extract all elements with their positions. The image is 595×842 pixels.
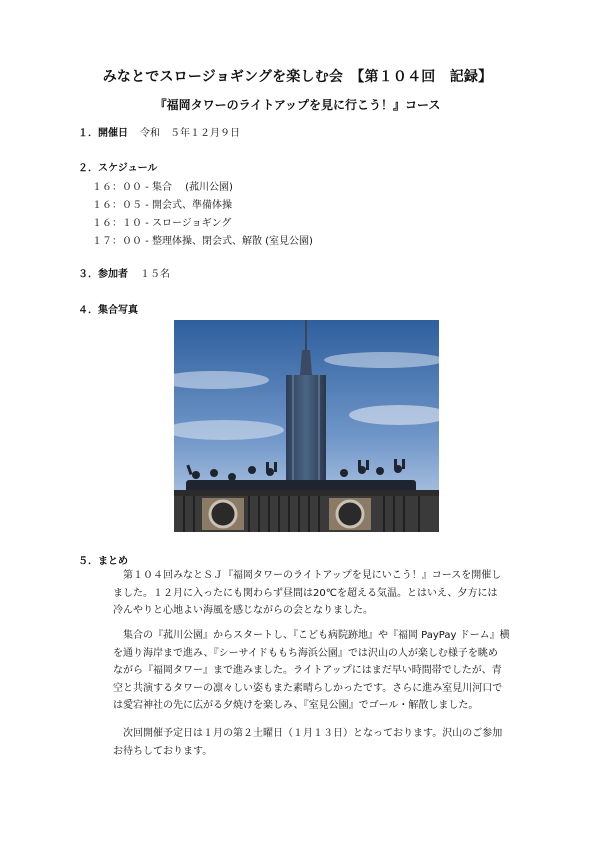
summary-paragraph-3 — [113, 725, 533, 760]
summary-line: 空と共演するタワーの凛々しい姿もまた素晴らしかったです。さらに進み室見川河口で — [113, 682, 503, 694]
page-title: みなとでスロージョギングを楽しむ会 【第１０４回 記録】 — [102, 69, 493, 85]
page-subtitle: 『福岡タワーのライトアップを見に行こう！』コース — [154, 98, 441, 112]
summary-line: 集合の『菰川公園』からスタートし、『こども病院跡地』や『福岡 PayPay ドーム』横 — [113, 630, 510, 641]
schedule-item: １７：００ - 整理体操、閉会式、解散 (室見公園) — [92, 236, 313, 247]
schedule-item: １６：００ - 集合 (菰川公園) — [92, 182, 233, 193]
schedule-item: １６：１０ - スロージョギング — [92, 218, 232, 229]
summary-line: お待ちしております。 — [113, 745, 213, 757]
group-photo-image — [174, 320, 439, 532]
schedule-item: １６：０５ - 開会式、準備体操 — [92, 200, 232, 211]
summary-paragraph-1 — [113, 567, 533, 620]
participants-value: １５名 — [140, 269, 170, 280]
summary-line: ました。１２月に入ったにも関わらず昼間は20℃を超える気温。とはいえ、夕方には — [113, 587, 498, 599]
photo-heading: ４．集合写真 — [78, 305, 138, 316]
summary-line: 次回開催予定日は１月の第２土曜日（１月１３日）となっております。沢山のご参加 — [113, 728, 503, 739]
summary-heading: ５．まとめ — [78, 556, 128, 567]
summary-line: 冷んやりと心地よい海風を感じながらの会となりました。 — [113, 605, 373, 616]
group-photo — [174, 320, 439, 532]
schedule-heading: ２．スケジュール — [78, 163, 158, 174]
summary-paragraph-2 — [113, 627, 533, 715]
summary-line: は愛宕神社の先に広がる夕焼けを楽しみ、『室見公園』でゴール・解散しました。 — [113, 700, 479, 711]
participants-section — [78, 265, 170, 280]
date-section — [78, 124, 240, 139]
summary-line: を通り海岸まで進み、『シーサイドももち海浜公園』では沢山の人が楽しむ様子を眺め — [113, 647, 498, 659]
summary-line: 第１０４回みなとＳＪ『福岡タワーのライトアップを見にいこう！』コースを開催し — [113, 570, 502, 581]
summary-line: ながら『福岡タワー』まで進みました。ライトアップにはまだ早い時間帯でしたが、青 — [113, 665, 502, 676]
date-value: 令和 ５年１２月９日 — [140, 128, 240, 139]
participants-heading: ３．参加者 — [78, 269, 128, 280]
date-heading: １．開催日 — [78, 128, 128, 139]
